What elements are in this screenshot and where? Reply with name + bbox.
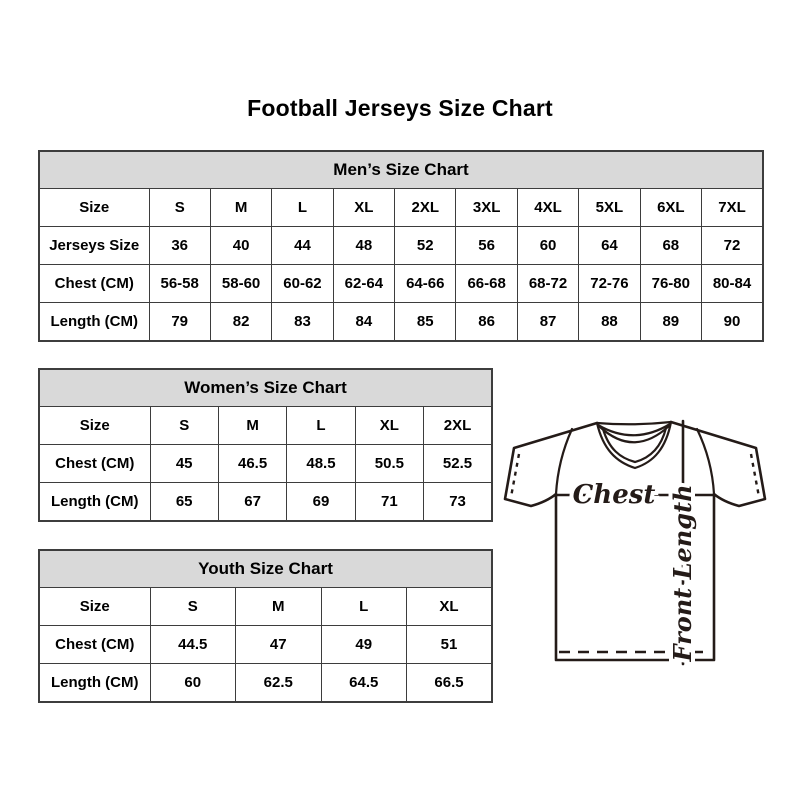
front-length-label: Front Length: [668, 484, 697, 662]
table-header-row: [39, 151, 763, 189]
size-value-cell: 66-68: [456, 265, 517, 303]
size-value-cell: 60: [150, 664, 236, 703]
size-value-cell: M: [218, 407, 286, 445]
womens-size-table: [38, 368, 493, 522]
size-value-cell: S: [150, 407, 218, 445]
youth-table-body: [39, 588, 492, 703]
size-value-cell: 51: [407, 626, 493, 664]
size-value-cell: S: [150, 588, 236, 626]
table-row: [39, 265, 763, 303]
row-label-cell: Size: [39, 588, 150, 626]
size-value-cell: 44: [272, 227, 333, 265]
table-row: [39, 189, 763, 227]
table-row: [39, 626, 492, 664]
table-row: [39, 303, 763, 342]
size-value-cell: 67: [218, 483, 286, 522]
size-value-cell: 60-62: [272, 265, 333, 303]
size-value-cell: 87: [517, 303, 578, 342]
collar-back-arc-2: [600, 426, 669, 442]
size-value-cell: 52.5: [424, 445, 492, 483]
jersey-measurement-diagram: [498, 398, 772, 690]
table-row: [39, 445, 492, 483]
size-value-cell: 83: [272, 303, 333, 342]
youth-size-table: [38, 549, 493, 703]
jersey-illustration: [498, 398, 772, 690]
mens-table-title: Men’s Size Chart: [39, 151, 763, 189]
row-label-cell: Chest (CM): [39, 626, 150, 664]
size-value-cell: 62-64: [333, 265, 394, 303]
row-label-cell: Length (CM): [39, 303, 149, 342]
size-value-cell: L: [321, 588, 407, 626]
size-value-cell: 44.5: [150, 626, 236, 664]
size-value-cell: 7XL: [702, 189, 763, 227]
chest-label: Chest: [572, 480, 656, 510]
size-value-cell: 79: [149, 303, 210, 342]
size-value-cell: 40: [210, 227, 271, 265]
size-value-cell: 90: [702, 303, 763, 342]
table-row: [39, 588, 492, 626]
sleeve-seam-left: [556, 429, 572, 494]
size-value-cell: 64-66: [395, 265, 456, 303]
size-value-cell: 50.5: [355, 445, 423, 483]
size-value-cell: 48.5: [287, 445, 355, 483]
size-value-cell: 48: [333, 227, 394, 265]
size-value-cell: 3XL: [456, 189, 517, 227]
size-value-cell: S: [149, 189, 210, 227]
row-label-cell: Size: [39, 189, 149, 227]
size-value-cell: 58-60: [210, 265, 271, 303]
size-value-cell: 6XL: [640, 189, 701, 227]
size-value-cell: 72-76: [579, 265, 640, 303]
row-label-cell: Length (CM): [39, 483, 150, 522]
size-value-cell: XL: [333, 189, 394, 227]
size-value-cell: 80-84: [702, 265, 763, 303]
mens-table-body: [39, 189, 763, 342]
size-value-cell: 73: [424, 483, 492, 522]
size-value-cell: 5XL: [579, 189, 640, 227]
size-value-cell: 47: [236, 626, 322, 664]
size-value-cell: 49: [321, 626, 407, 664]
size-value-cell: 64.5: [321, 664, 407, 703]
size-value-cell: 2XL: [395, 189, 456, 227]
sleeve-seam-right: [697, 429, 714, 494]
size-value-cell: XL: [355, 407, 423, 445]
size-value-cell: L: [287, 407, 355, 445]
size-value-cell: 56-58: [149, 265, 210, 303]
womens-table-title: Women’s Size Chart: [39, 369, 492, 407]
table-row: [39, 664, 492, 703]
row-label-cell: Chest (CM): [39, 265, 149, 303]
page-title: Football Jerseys Size Chart: [247, 95, 553, 121]
size-value-cell: 2XL: [424, 407, 492, 445]
size-value-cell: 72: [702, 227, 763, 265]
size-value-cell: 86: [456, 303, 517, 342]
size-value-cell: 60: [517, 227, 578, 265]
mens-size-table: [38, 150, 764, 342]
size-value-cell: 71: [355, 483, 423, 522]
size-value-cell: 52: [395, 227, 456, 265]
collar-inner-v: [603, 428, 666, 462]
table-row: [39, 483, 492, 522]
size-value-cell: 56: [456, 227, 517, 265]
size-value-cell: 62.5: [236, 664, 322, 703]
size-value-cell: 46.5: [218, 445, 286, 483]
size-value-cell: XL: [407, 588, 493, 626]
table-row: [39, 227, 763, 265]
size-value-cell: M: [210, 189, 271, 227]
jersey-outline: [505, 422, 765, 660]
row-label-cell: Length (CM): [39, 664, 150, 703]
size-value-cell: 45: [150, 445, 218, 483]
size-value-cell: 88: [579, 303, 640, 342]
size-value-cell: 36: [149, 227, 210, 265]
collar-top-line: [597, 422, 671, 424]
size-value-cell: 84: [333, 303, 394, 342]
size-value-cell: 76-80: [640, 265, 701, 303]
size-value-cell: 68-72: [517, 265, 578, 303]
size-value-cell: 64: [579, 227, 640, 265]
youth-table-title: Youth Size Chart: [39, 550, 492, 588]
table-header-row: [39, 550, 492, 588]
size-value-cell: 65: [150, 483, 218, 522]
size-value-cell: 4XL: [517, 189, 578, 227]
size-value-cell: 66.5: [407, 664, 493, 703]
size-value-cell: 85: [395, 303, 456, 342]
table-header-row: [39, 369, 492, 407]
size-value-cell: 69: [287, 483, 355, 522]
size-value-cell: 82: [210, 303, 271, 342]
row-label-cell: Size: [39, 407, 150, 445]
womens-table-body: [39, 407, 492, 522]
size-value-cell: M: [236, 588, 322, 626]
row-label-cell: Chest (CM): [39, 445, 150, 483]
table-row: [39, 407, 492, 445]
size-value-cell: L: [272, 189, 333, 227]
row-label-cell: Jerseys Size: [39, 227, 149, 265]
size-value-cell: 68: [640, 227, 701, 265]
size-value-cell: 89: [640, 303, 701, 342]
